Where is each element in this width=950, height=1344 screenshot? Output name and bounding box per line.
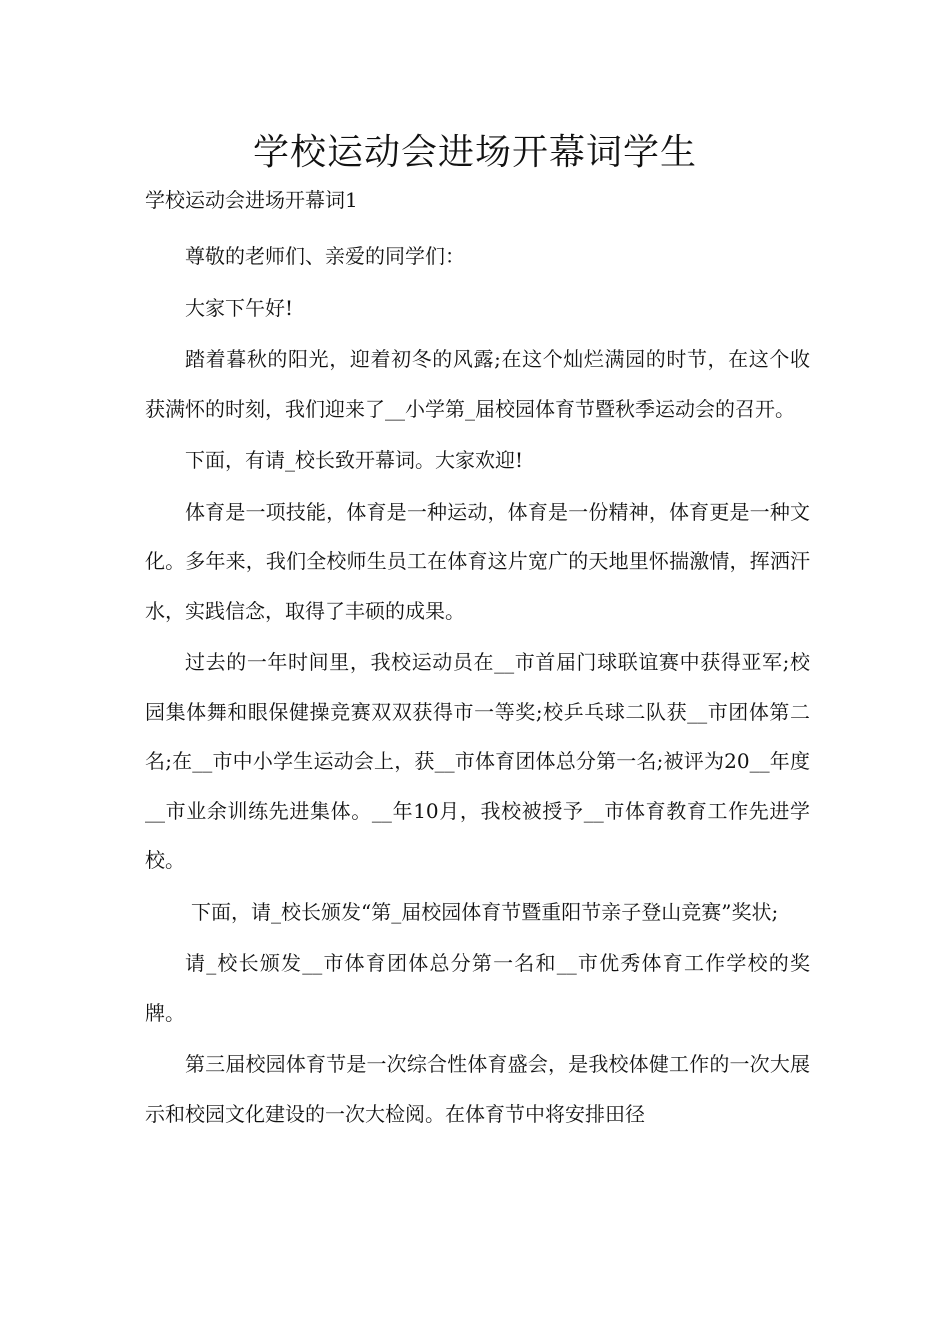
paragraph-invite-principal: 下面，有请_校长致开幕词。大家欢迎! — [185, 448, 524, 472]
paragraph-award-certificates: 下面，请_校长颁发“第_届校园体育节暨重阳节亲子登山竞赛”奖状; — [191, 899, 779, 924]
document-title: 学校运动会进场开幕词学生 — [252, 132, 697, 173]
paragraph-sports-culture: 体育是一项技能，体育是一种运动，体育是一份精神，体育更是一种文化。多年来，我们全校师生员工在体育这片宽广的天地里怀揣激情，挥洒汗水，实践信念，取得了丰硕的成果。 — [145, 499, 810, 623]
paragraph-award-plaques: 请_校长颁发__市体育团体总分第一名和__市优秀体育工作学校的奖牌。 — [145, 951, 810, 1025]
document-body — [145, 232, 810, 1141]
paragraph-salutation: 尊敬的老师们、亲爱的同学们： — [185, 244, 465, 268]
paragraph-achievements: 过去的一年时间里，我校运动员在__市首届门球联谊赛中获得亚军;校园集体舞和眼保健操竞赛双双获得市一等奖;校乒乓球二队获__市团体第二名;在__市中小学生运动会上，获__市体育团体总分第一名;被评为20__年度__市业余训练先进集体。__年10月，我校被授予__市体育教育工作先进学校。 — [145, 650, 810, 872]
paragraph-sports-festival: 第三届校园体育节是一次综合性体育盛会，是我校体健工作的一次大展示和校园文化建设的一次大检阅。在体育节中将安排田径 — [145, 1052, 810, 1126]
paragraph-opening: 踏着暮秋的阳光，迎着初冬的风露;在这个灿烂满园的时节，在这个收获满怀的时刻，我们迎来了__小学第_届校园体育节暨秋季运动会的召开。 — [145, 347, 810, 421]
paragraph-greeting: 大家下午好! — [185, 295, 294, 320]
document-subtitle: 学校运动会进场开幕词1 — [145, 188, 358, 212]
